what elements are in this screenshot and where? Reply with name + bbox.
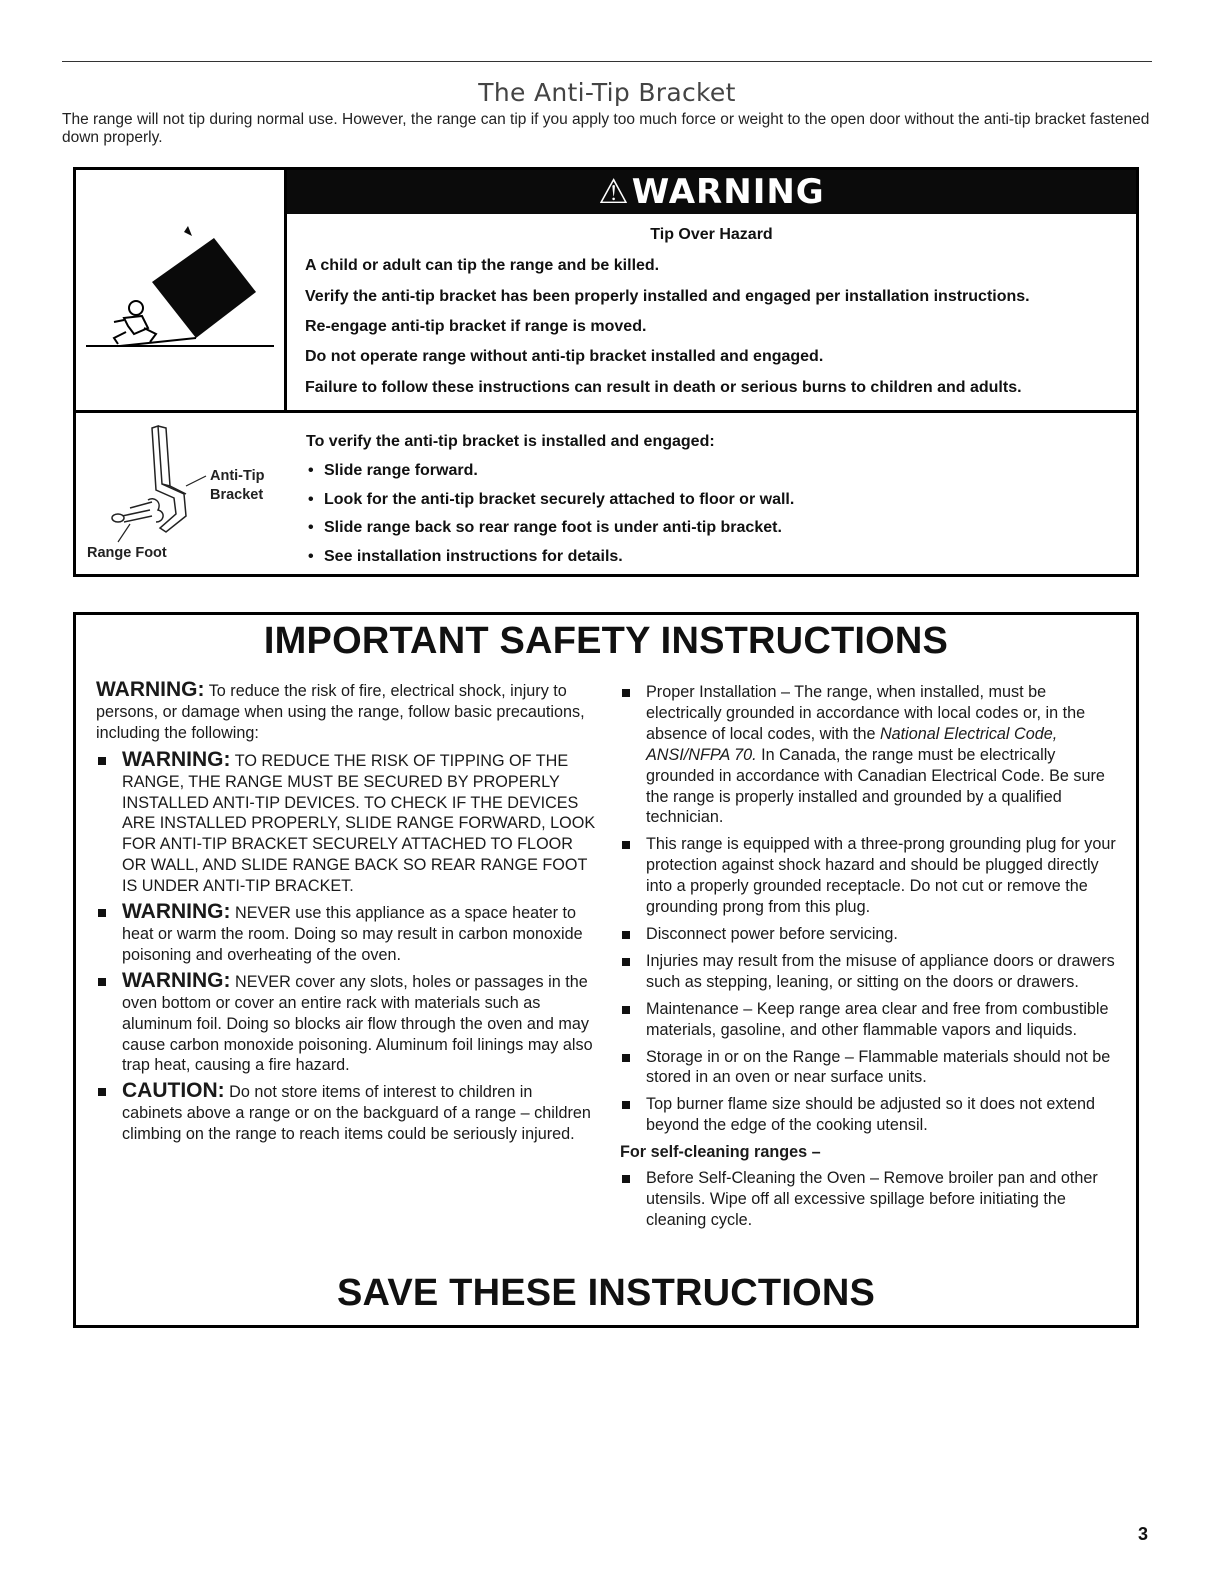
- bullet-square-icon: [622, 1054, 630, 1062]
- tip-over-illustration: [84, 222, 276, 352]
- bullet-square-icon: [98, 978, 106, 986]
- safety-item: CAUTION: Do not store items of interest to children in cabinets above a range or on the backguard of a range – children climbing on the range to reach items could be seriously injured.: [96, 1081, 596, 1145]
- bullet-square-icon: [622, 1006, 630, 1014]
- safety-item: Top burner flame size should be adjusted so it does not extend beyond the edge of the cooking utensil.: [620, 1094, 1120, 1136]
- bullet-square-icon: [622, 841, 630, 849]
- safety-item: Before Self-Cleaning the Oven – Remove broiler pan and other utensils. Wipe off all excessive spillage before initiating the cleaning cycle.: [620, 1168, 1120, 1231]
- safety-item: Storage in or on the Range – Flammable materials should not be stored in an oven or near surface units.: [620, 1047, 1120, 1089]
- page-number: 3: [1138, 1524, 1149, 1544]
- warning-line: Verify the anti-tip bracket has been properly installed and engaged per installation instructions.: [305, 288, 1030, 305]
- safety-left-column: [96, 680, 596, 1150]
- self-clean-heading: For self-cleaning ranges –: [620, 1143, 821, 1162]
- bracket-label: Anti-Tip Bracket: [210, 468, 265, 503]
- safety-title: IMPORTANT SAFETY INSTRUCTIONS: [263, 620, 949, 662]
- bullet-square-icon: [622, 689, 630, 697]
- warning-line: Re-engage anti-tip bracket if range is moved.: [305, 318, 647, 335]
- anti-tip-bracket-illustration: [100, 424, 210, 546]
- save-instructions-title: SAVE THESE INSTRUCTIONS: [336, 1272, 876, 1314]
- safety-item: WARNING: NEVER use this appliance as a space heater to heat or warm the room. Doing so may result in carbon monoxide poisoning and overheating of the oven.: [96, 902, 596, 966]
- warning-line: Failure to follow these instructions can result in death or serious burns to children and adults.: [305, 379, 1022, 396]
- safety-item: Maintenance – Keep range area clear and free from combustible materials, gasoline, and other flammable vapors and liquids.: [620, 999, 1120, 1041]
- range-foot-label: Range Foot: [87, 545, 167, 561]
- warning-triangle-icon: ⚠: [598, 172, 630, 212]
- bullet-square-icon: [622, 1101, 630, 1109]
- safety-item: Proper Installation – The range, when installed, must be electrically grounded in accordance with local codes or, in the absence of local codes, with the National Electrical Code, ANSI/NFPA 70. In Canada, the range must be electrically grounded in accordance with Canadian Electrical Code. Be sure the range is properly installed and grounded by a qualified technician.: [620, 682, 1120, 828]
- verify-step: • Look for the anti-tip bracket securely attached to floor or wall.: [308, 491, 795, 508]
- warning-line: Do not operate range without anti-tip bracket installed and engaged.: [305, 348, 824, 365]
- bullet-square-icon: [98, 909, 106, 917]
- safety-intro: WARNING: To reduce the risk of fire, electrical shock, injury to persons, or damage when using the range, follow basic precautions, including the following:: [96, 678, 585, 742]
- warning-line: A child or adult can tip the range and be killed.: [305, 257, 660, 274]
- hazard-title: Tip Over Hazard: [650, 226, 773, 243]
- section-intro: The range will not tip during normal use. However, the range can tip if you apply too much force or weight to the open door without the anti-tip bracket fastened down properly.: [62, 111, 1150, 146]
- bullet-square-icon: [622, 958, 630, 966]
- bullet-square-icon: [98, 757, 106, 765]
- safety-item: Disconnect power before servicing.: [620, 924, 1120, 945]
- warning-box-divider: [73, 410, 1139, 413]
- section-title: The Anti-Tip Bracket: [478, 78, 736, 107]
- top-rule: [62, 61, 1152, 62]
- safety-item: Injuries may result from the misuse of appliance doors or drawers such as stepping, leaning, or sitting on the doors or drawers.: [620, 951, 1120, 993]
- bullet-square-icon: [98, 1088, 106, 1096]
- verify-heading: To verify the anti-tip bracket is installed and engaged:: [306, 433, 715, 450]
- verify-step: • Slide range back so rear range foot is under anti-tip bracket.: [308, 519, 782, 536]
- safety-right-column: [620, 682, 1120, 1237]
- safety-item: WARNING: NEVER cover any slots, holes or passages in the oven bottom or cover an entire rack with materials such as aluminum foil. Doing so blocks air flow through the oven and may cause carbon monoxide poisoning. Aluminum foil linings may also trap heat, causing a fire hazard.: [96, 971, 596, 1077]
- verify-step: • Slide range forward.: [308, 462, 478, 479]
- bullet-square-icon: [622, 1175, 630, 1183]
- warning-banner-text: WARNING: [631, 172, 825, 212]
- verify-step: • See installation instructions for details.: [308, 548, 623, 565]
- bullet-square-icon: [622, 931, 630, 939]
- safety-item: This range is equipped with a three-prong grounding plug for your protection against shock hazard and should be plugged directly into a properly grounded receptacle. Do not cut or remove the grounding prong from this plug.: [620, 834, 1120, 918]
- safety-item: WARNING: TO REDUCE THE RISK OF TIPPING OF THE RANGE, THE RANGE MUST BE SECURED BY PROPERLY INSTALLED ANTI-TIP DEVICES. TO CHECK IF THE DEVICES ARE INSTALLED PROPERLY, SLIDE RANGE FORWARD, LOOK FOR ANTI-TIP BRACKET SECURELY ATTACHED TO FLOOR OR WALL, AND SLIDE RANGE BACK SO REAR RANGE FOOT IS UNDER ANTI-TIP BRACKET.: [96, 750, 596, 897]
- warning-banner: [287, 170, 1136, 214]
